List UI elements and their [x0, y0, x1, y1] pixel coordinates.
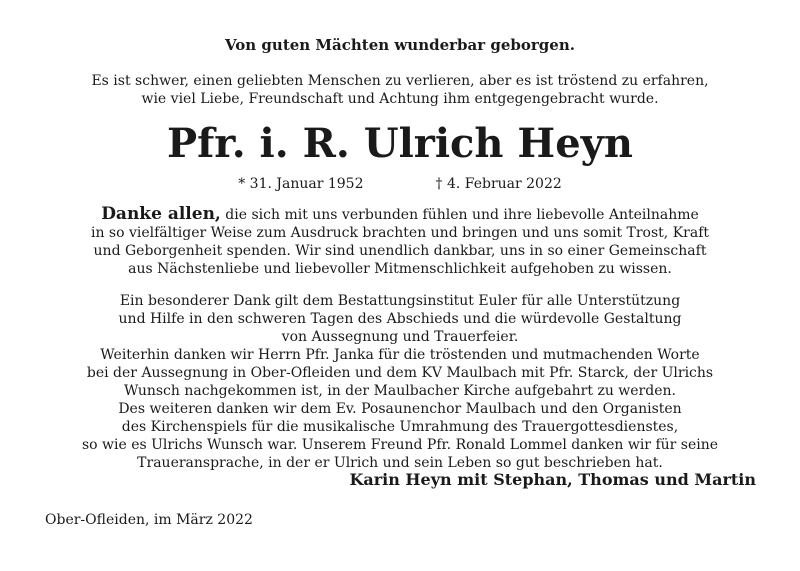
- place-and-date: Ober-Ofleiden, im März 2022: [45, 512, 253, 528]
- special-thanks-line: Traueransprache, in der er Ulrich und sein Leben so gut beschrieben hat.: [137, 455, 663, 471]
- special-thanks-line: so wie es Ulrichs Wunsch war. Unserem Freund Pfr. Ronald Lommel danken wir für seine: [81, 437, 719, 453]
- thanks-lead: Danke allen,: [101, 204, 221, 224]
- family-signature: Karin Heyn mit Stephan, Thomas und Martin: [349, 470, 756, 489]
- death-date: † 4. Februar 2022: [435, 176, 562, 192]
- thanks-line: in so vielfältiger Weise zum Ausdruck brachten und bringen und uns somit Trost, Kraft: [90, 225, 710, 241]
- intro-line: wie viel Liebe, Freundschaft und Achtung ihm entgegengebracht wurde.: [141, 91, 659, 107]
- thanks-line: aus Nächstenliebe und liebevoller Mitmenschlichkeit aufgehoben zu wissen.: [128, 261, 672, 277]
- thanks-first-line-rest: die sich mit uns verbunden fühlen und ihre liebevolle Anteilnahme: [220, 207, 699, 223]
- special-thanks-line: Weiterhin danken wir Herrn Pfr. Janka für die tröstenden und mutmachenden Worte: [100, 347, 700, 363]
- intro-paragraph: [0, 72, 800, 108]
- special-thanks-line: und Hilfe in den schweren Tagen des Abschieds und die würdevolle Gestaltung: [118, 311, 682, 327]
- thanks-first-line: [40, 205, 760, 224]
- intro-line: Es ist schwer, einen geliebten Menschen zu verlieren, aber es ist tröstend zu erfahren,: [91, 73, 709, 89]
- thanks-paragraph: [40, 205, 760, 278]
- special-thanks-line: Wunsch nachgekommen ist, in der Maulbacher Kirche aufgebahrt zu werden.: [124, 383, 676, 399]
- special-thanks-line: von Aussegnung und Trauerfeier.: [281, 329, 519, 345]
- deceased-name: Pfr. i. R. Ulrich Heyn: [167, 120, 633, 167]
- motto-heading: Von guten Mächten wunderbar geborgen.: [225, 36, 575, 54]
- thanks-line: und Geborgenheit spenden. Wir sind unendlich dankbar, uns in so einer Gemeinschaft: [93, 243, 707, 259]
- special-thanks-line: bei der Aussegnung in Ober-Ofleiden und dem KV Maulbach mit Pfr. Starck, der Ulrichs: [86, 365, 714, 381]
- special-thanks-paragraph: [20, 292, 780, 472]
- special-thanks-line: des Kirchenspiels für die musikalische Umrahmung des Trauergottesdienstes,: [121, 419, 679, 435]
- special-thanks-line: Ein besonderer Dank gilt dem Bestattungsinstitut Euler für alle Unterstützung: [119, 293, 681, 309]
- special-thanks-line: Des weiteren danken wir dem Ev. Posaunenchor Maulbach und den Organisten: [118, 401, 682, 417]
- birth-date: * 31. Januar 1952: [238, 176, 364, 192]
- life-dates: [0, 176, 800, 192]
